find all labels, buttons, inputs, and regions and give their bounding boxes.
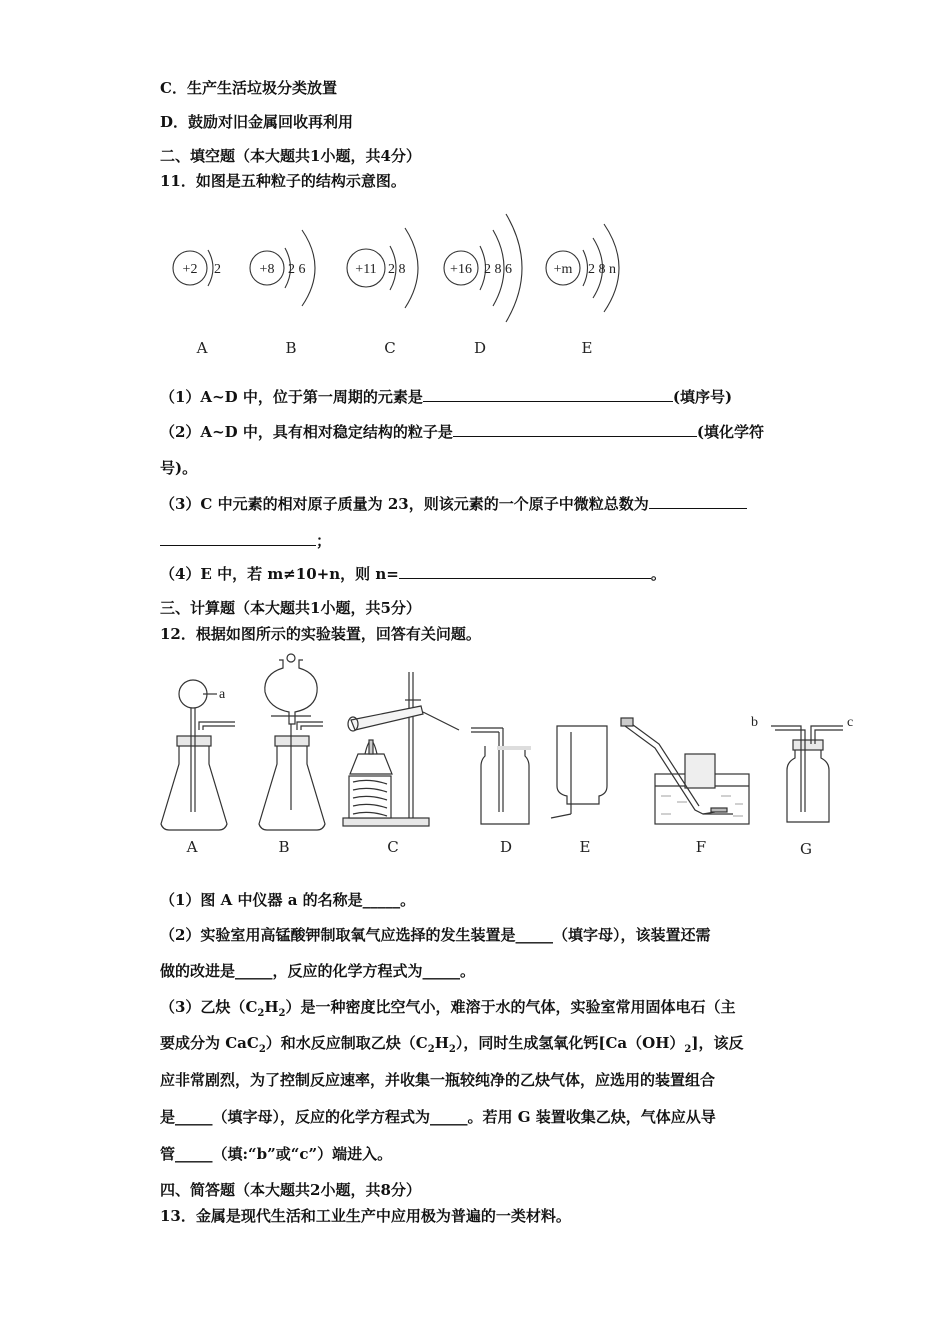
section-2-title: 二、填空题（本大题共1小题，共4分） [160, 147, 421, 165]
lab-apparatus-diagram [155, 652, 875, 862]
answer-blank[interactable] [423, 387, 673, 402]
q11-part-2-cont: 号)。 [160, 459, 198, 477]
answer-blank[interactable] [649, 494, 747, 509]
answer-blank[interactable] [453, 422, 697, 437]
q12-part-2a: （2）实验室用高锰酸钾制取氧气应选择的发生装置是_____（填字母），该装置还需 [160, 926, 711, 944]
q12-part-3b: 要成分为 CaC$_2$）和水反应制取乙炔$(C_2H_2)$，同时生成氢氧化钙$[Ca(OH)_2]$，该反 [160, 1034, 744, 1055]
option-c: C．生产生活垃圾分类放置 [160, 79, 337, 97]
atom-a-shells: 2 [214, 262, 221, 277]
apparatus-label-d: D [499, 838, 513, 856]
answer-blank[interactable] [399, 564, 651, 579]
q12-part-1: （1）图 A 中仪器 a 的名称是_____。 [160, 891, 416, 909]
apparatus-label-a: A [186, 838, 198, 856]
section-3-title: 三、计算题（本大题共1小题，共5分） [160, 599, 421, 617]
atom-b-nucleus: +8 [259, 262, 275, 277]
atom-a-nucleus: +2 [182, 262, 198, 277]
q11-part-3: （3）C 中元素的相对原子质量为 23，则该元素的一个原子中微粒总数为 [160, 494, 747, 514]
q11-part-2: （2）A~D 中，具有相对稳定结构的粒子是 (填化学符 [160, 423, 764, 441]
atom-e-label: E [581, 339, 593, 357]
q12-part-3a: （3）乙炔$(C_2H_2)$是一种密度比空气小，难溶于水的气体，实验室常用固体电石（主 [160, 998, 736, 1019]
atom-a-label: A [196, 339, 208, 357]
atom-c-nucleus: +11 [355, 262, 377, 277]
tube-b-mark: b [751, 715, 758, 730]
q12-part-3e: 管_____（填:“b”或“c”）端进入。 [160, 1145, 393, 1163]
atom-d-label: D [473, 339, 487, 357]
apparatus-label-f: F [695, 838, 707, 856]
atom-d-nucleus: +16 [450, 262, 472, 277]
answer-blank[interactable] [160, 531, 316, 546]
atom-e-nucleus: +m [553, 262, 573, 277]
atom-e-shells: 2 8 n [588, 262, 616, 277]
q12-part-3c: 应非常剧烈，为了控制反应速率，并收集一瓶较纯净的乙炔气体，应选用的装置组合 [160, 1071, 716, 1089]
question-11: 11．如图是五种粒子的结构示意图。 [160, 172, 406, 190]
apparatus-label-b: B [278, 838, 290, 856]
atom-c-label: C [384, 339, 396, 357]
q11-part-3-cont: ； [160, 531, 331, 551]
q11-part-1: （1）A~D 中，位于第一周期的元素是 (填序号) [160, 388, 733, 406]
atom-structure-diagram [160, 200, 650, 370]
apparatus-label-g: G [800, 840, 812, 858]
section-4-title: 四、简答题（本大题共2小题，共8分） [160, 1181, 421, 1199]
instrument-a-mark: a [219, 687, 226, 702]
q11-part-4: （4）E 中，若 m≠10+n，则 n= 。 [160, 565, 666, 583]
atom-c-shells: 2 8 [388, 262, 406, 277]
atom-d-shells: 2 8 6 [484, 262, 512, 277]
atom-b-shells: 2 6 [288, 262, 306, 277]
tube-c-mark: c [847, 715, 854, 730]
q12-part-2b: 做的改进是_____，反应的化学方程式为_____。 [160, 962, 476, 980]
question-12: 12．根据如图所示的实验装置，回答有关问题。 [160, 625, 481, 643]
apparatus-label-c: C [387, 838, 399, 856]
apparatus-label-e: E [579, 838, 591, 856]
option-d: D．鼓励对旧金属回收再利用 [160, 113, 354, 131]
atom-b-label: B [285, 339, 297, 357]
q12-part-3d: 是_____（填字母），反应的化学方程式为_____。若用 G 装置收集乙炔，气体应从导 [160, 1108, 716, 1126]
question-13: 13．金属是现代生活和工业生产中应用极为普遍的一类材料。 [160, 1207, 571, 1225]
